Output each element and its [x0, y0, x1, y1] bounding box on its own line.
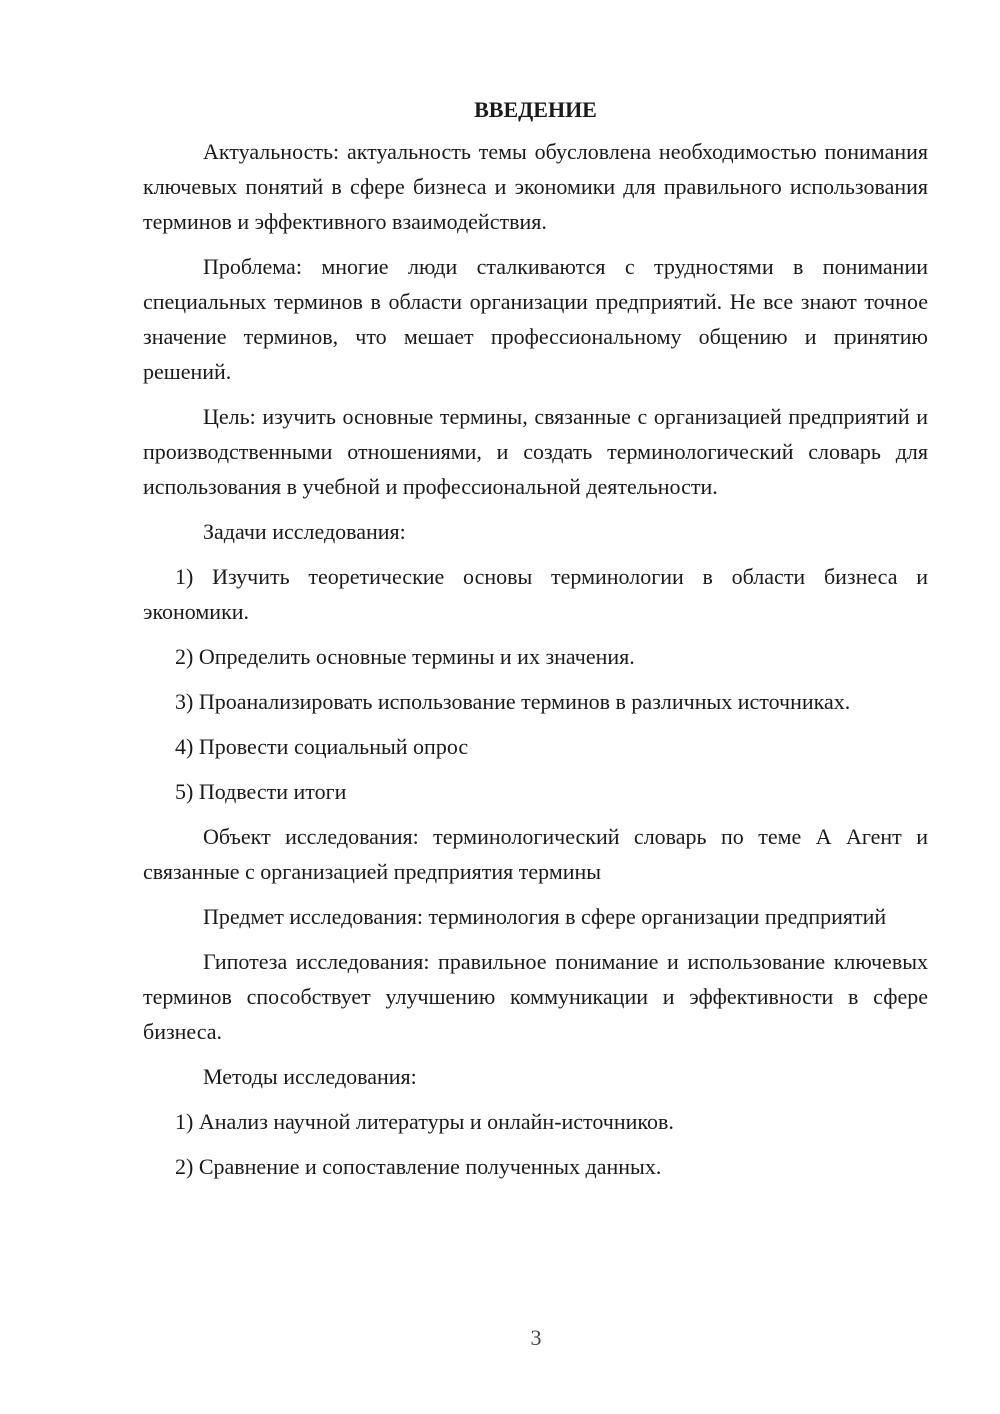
paragraph-goal: Цель: изучить основные термины, связанные с организацией предприятий и производственными отношениями, и создать терминологический словарь для использования в учебной и профессиональной деятельности. [143, 404, 928, 499]
document-page [143, 92, 928, 1194]
paragraph-hypothesis: Гипотеза исследования: правильное понимание и использование ключевых терминов способствует улучшению коммуникации и эффективности в сфере бизнеса. [143, 949, 928, 1044]
paragraph-subject: Предмет исследования: терминология в сфере организации предприятий [203, 904, 887, 929]
list-item-task-5: 5) Подвести итоги [175, 779, 347, 804]
list-item-task-4: 4) Провести социальный опрос [175, 734, 469, 759]
list-item-task-2: 2) Определить основные термины и их значения. [175, 644, 635, 669]
page-number: 3 [530, 1325, 542, 1350]
list-item-task-1: 1) Изучить теоретические основы терминологии в области бизнеса и экономики. [143, 564, 928, 624]
paragraph-relevance: Актуальность: актуальность темы обусловлена необходимостью понимания ключевых понятий в сфере бизнеса и экономики для правильного использования терминов и эффективного взаимодействия. [143, 139, 928, 234]
paragraph-object: Объект исследования: терминологический словарь по теме А Агент и связанные с организацией предприятия термины [143, 824, 928, 884]
paragraph-problem: Проблема: многие люди сталкиваются с трудностями в понимании специальных терминов в области организации предприятий. Не все знают точное значение терминов, что мешает профессиональному общению и принятию решений. [143, 254, 928, 384]
paragraph-methods-heading: Методы исследования: [203, 1064, 417, 1089]
list-item-method-1: 1) Анализ научной литературы и онлайн-источников. [175, 1109, 674, 1134]
list-item-method-2: 2) Сравнение и сопоставление полученных данных. [175, 1154, 662, 1179]
paragraph-tasks-heading: Задачи исследования: [203, 519, 406, 544]
page-title: ВВЕДЕНИЕ [474, 97, 597, 122]
list-item-task-3: 3) Проанализировать использование терминов в различных источниках. [175, 689, 851, 714]
